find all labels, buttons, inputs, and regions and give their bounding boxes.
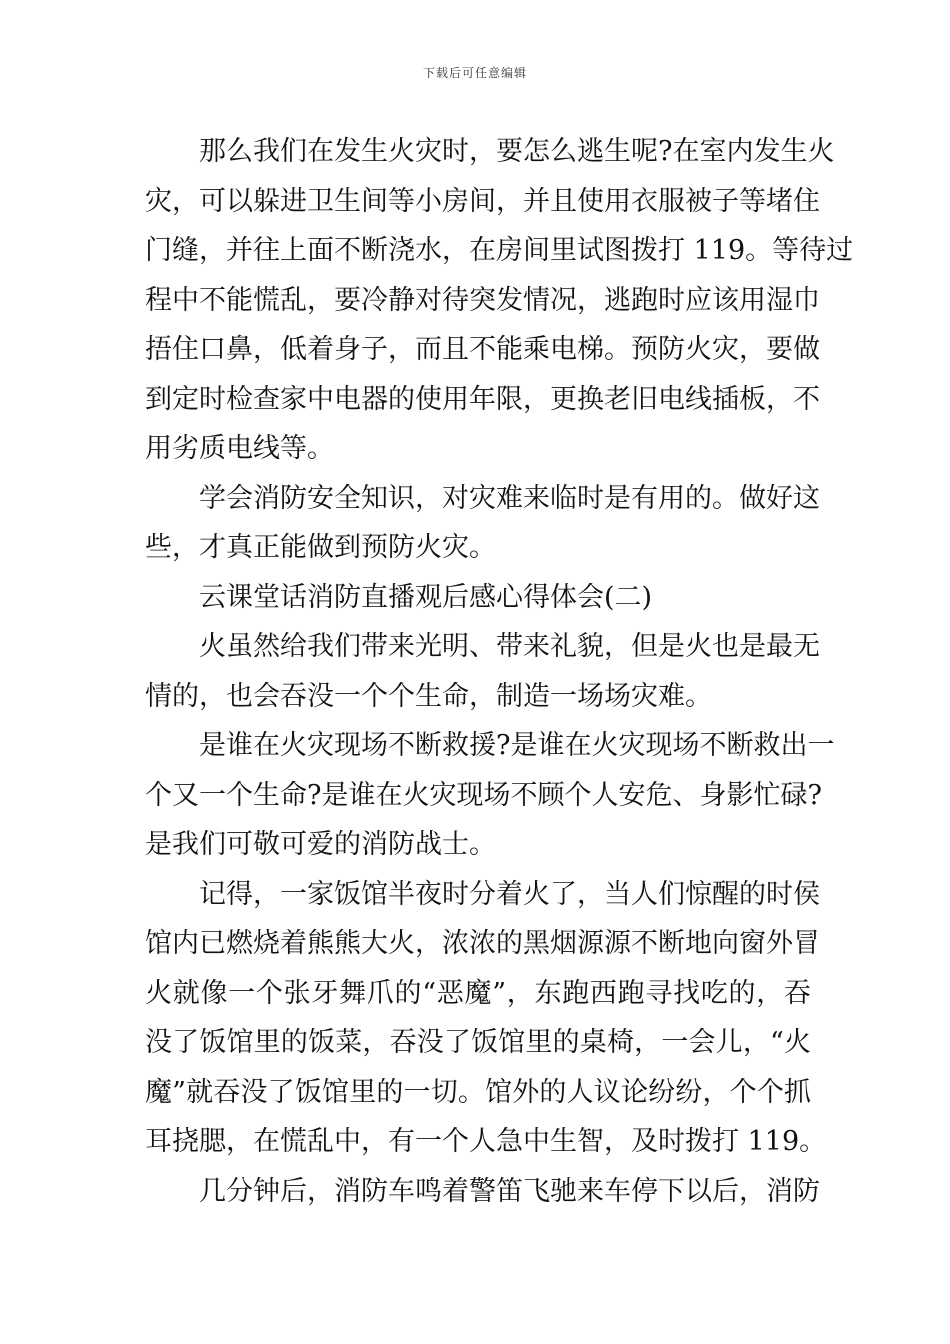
text-line: 馆内已燃烧着熊熊大火，浓浓的黑烟源源不断地向窗外冒 [145, 928, 820, 959]
text-line: 是我们可敬可爱的消防战士。 [145, 829, 496, 860]
paragraph [145, 870, 827, 1167]
text-line: 些，才真正能做到预防火灾。 [145, 532, 496, 563]
text-line: 云课堂话消防直播观后感心得体会(二) [199, 581, 653, 613]
paragraph [145, 1167, 820, 1217]
section-heading [145, 573, 811, 623]
text-line: 火虽然给我们带来光明、带来礼貌，但是火也是最无 [199, 631, 820, 662]
text-line: 个又一个生命?是谁在火灾现场不顾个人安危、身影忙碌? [145, 779, 822, 811]
text-line: 那么我们在发生火灾时，要怎么逃生呢?在室内发生火 [199, 136, 835, 167]
text-line: 火就像一个张牙舞爪的“恶魔”，东跑西跑寻找吃的，吞 [145, 977, 811, 1009]
text-line: 没了饭馆里的饭菜，吞没了饭馆里的桌椅，一会儿，“火 [145, 1027, 811, 1058]
text-line: 记得，一家饭馆半夜时分着火了，当人们惊醒的时侯 [199, 878, 820, 910]
paragraph [145, 721, 835, 870]
text-line: 是谁在火灾现场不断救援?是谁在火灾现场不断救出一 [199, 730, 835, 761]
text-line: 程中不能慌乱，要冷静对待突发情况，逃跑时应该用湿巾 [145, 284, 820, 316]
text-line: 情的，也会吞没一个个生命，制造一场场灾难。 [145, 680, 712, 712]
text-line: 到定时检查家中电器的使用年限，更换老旧电线插板，不 [145, 383, 820, 415]
paragraph [145, 127, 854, 474]
text-line: 几分钟后，消防车鸣着警笛飞驰来车停下以后，消防 [199, 1175, 820, 1207]
document-body [145, 127, 854, 1216]
text-line: 用劣质电线等。 [145, 433, 334, 464]
text-line: 灾，可以躲进卫生间等小房间，并且使用衣服被子等堵住 [145, 185, 820, 217]
text-line: 捂住口鼻，低着身子，而且不能乘电梯。预防火灾，要做 [145, 334, 820, 365]
page-header: 下载后可任意编辑 [422, 66, 527, 80]
text-line: 学会消防安全知识，对灾难来临时是有用的。做好这 [199, 482, 820, 514]
text-line: 门缝，并往上面不断浇水，在房间里试图拨打 119。等待过 [145, 235, 854, 266]
paragraph [145, 622, 820, 721]
text-line: 魔”就吞没了饭馆里的一切。馆外的人议论纷纷，个个抓 [145, 1076, 811, 1108]
paragraph [145, 474, 820, 573]
text-line: 耳挠腮，在慌乱中，有一个人急中生智，及时拨打 119。 [145, 1126, 827, 1157]
